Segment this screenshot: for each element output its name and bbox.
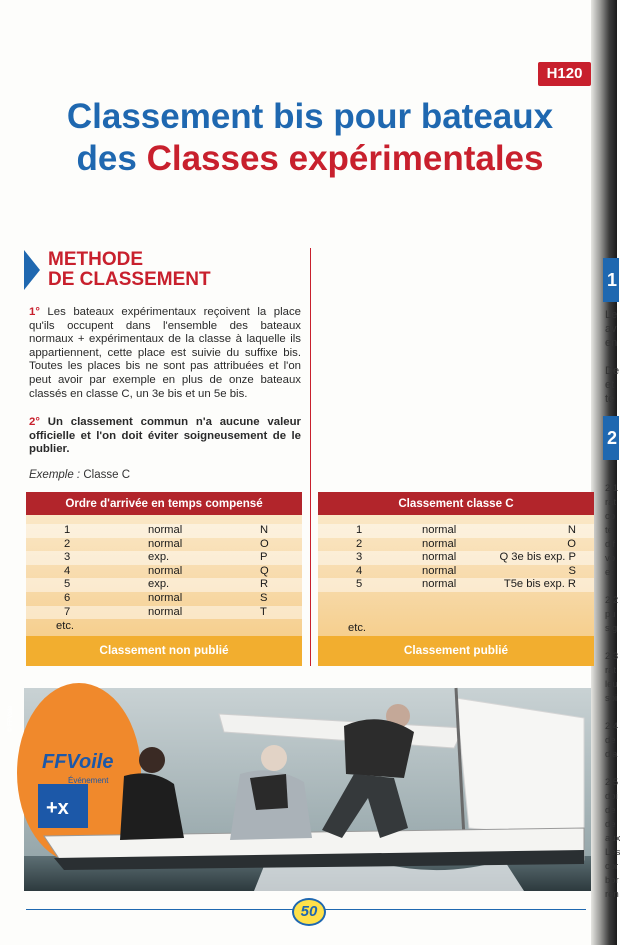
table-arrival-etc: etc. [56, 620, 75, 632]
peek-line: et [605, 379, 615, 391]
peek-line: Les [605, 847, 620, 858]
peek-line: 2.3 [605, 651, 619, 662]
table-row [26, 606, 302, 620]
peek-text-1 [605, 308, 620, 406]
type-cell: normal [422, 524, 457, 536]
peek-line: en [605, 337, 618, 349]
example-line [29, 469, 130, 481]
peek-line: cor [605, 861, 619, 872]
peek-line [605, 636, 617, 650]
peek-line: 2.1 [605, 483, 619, 494]
rank-cell: 3 [356, 551, 363, 564]
rank-cell: 4 [356, 564, 363, 577]
table-arrival-footer: Classement non publié [26, 636, 302, 666]
type-cell: normal [422, 537, 457, 550]
sail-logo-text: FFVoile [42, 751, 114, 773]
peek-line: et [605, 567, 613, 578]
table-row [26, 592, 302, 606]
section-heading-line-1: METHODE [48, 249, 143, 270]
peek-line: De [605, 365, 620, 377]
boat-cell: R [260, 578, 269, 591]
rank-cell: 2 [64, 537, 71, 550]
peek-line: rat [605, 497, 617, 508]
type-cell: normal [422, 551, 457, 564]
boat-cell: N [567, 524, 576, 536]
peek-line: ren [605, 889, 619, 900]
peek-line: rat [605, 665, 617, 676]
table-row [318, 538, 594, 552]
title-line-2-highlight: Classes expérimentales [146, 139, 544, 178]
paragraph-2-text: Un classement commun n'a aucune valeur officielle et l'on doit éviter soigneusement de le publier. [29, 416, 301, 456]
type-cell: exp. [148, 551, 170, 564]
rank-cell: 4 [64, 564, 71, 577]
table-row [318, 551, 594, 565]
table-arrival-header: Ordre d'arrivée en temps compensé [26, 492, 302, 515]
rank-cell: 5 [356, 578, 363, 591]
boat-cell: Q [260, 564, 269, 577]
type-cell: normal [422, 578, 457, 591]
table-row [26, 578, 302, 592]
boat-cell: S [568, 564, 576, 577]
type-cell: normal [148, 537, 183, 550]
page-number: 50 [292, 898, 326, 926]
peek-line: doi [605, 791, 618, 802]
peek-line: d'a [605, 749, 618, 760]
table-class-footer: Classement publié [318, 636, 594, 666]
table-class-ranking [318, 492, 594, 666]
peek-line: te [605, 525, 613, 536]
table-row [318, 565, 594, 579]
page-title [20, 96, 600, 180]
section-arrow-icon [24, 250, 40, 290]
peek-line: 2.4 [605, 721, 619, 732]
title-line-2-prefix: des [76, 139, 147, 178]
table-arrival-order [26, 492, 302, 666]
peek-line: leu [605, 679, 618, 690]
boat-cell: O [260, 537, 269, 550]
peek-line: aux [605, 833, 620, 844]
peek-line: 2.5 [605, 777, 619, 788]
table-row [26, 538, 302, 552]
peek-line: 2.2 [605, 595, 619, 606]
table-row [26, 524, 302, 538]
peek-line: av [605, 323, 617, 335]
section-code-badge: H120 [538, 62, 591, 86]
type-cell: exp. [148, 578, 170, 591]
peek-text-2 [605, 482, 620, 902]
peek-line: co [605, 511, 616, 522]
example-label: Exemple : [29, 469, 81, 481]
next-column-peek [597, 236, 620, 900]
rank-cell: 1 [64, 524, 71, 536]
sailing-photo-illustration [8, 688, 591, 891]
example-value: Classe C [83, 469, 130, 481]
type-cell: normal [148, 564, 183, 577]
peek-line: bor [605, 875, 619, 886]
boat-cell: N [260, 524, 269, 536]
rank-cell: 6 [64, 591, 71, 604]
table-row [318, 524, 594, 538]
title-line-2 [20, 138, 600, 180]
table-arrival-rows [26, 524, 302, 619]
table-row [318, 578, 594, 592]
boat-cell: T [260, 605, 267, 618]
peek-line: de [605, 805, 616, 816]
boat-cell: Q 3e bis exp. P [499, 551, 576, 564]
peek-line: vo [605, 553, 616, 564]
peek-line: dé [605, 819, 616, 830]
peek-line: te [605, 393, 615, 405]
boat-cell: P [260, 551, 268, 564]
photo-credit: © FFVoile [8, 705, 14, 732]
rank-cell: 5 [64, 578, 71, 591]
title-line-1: Classement bis pour bateaux [66, 97, 554, 136]
peek-line: soi [605, 693, 618, 704]
paragraph-2-number: 2° [29, 416, 40, 428]
table-class-rows [318, 524, 594, 592]
type-cell: normal [148, 605, 183, 618]
peek-line [605, 580, 617, 594]
section-number-box-2: 2 [603, 416, 619, 460]
peek-line: sig [605, 623, 618, 634]
boat-cell: S [260, 591, 268, 604]
paragraph-1-number: 1° [29, 306, 40, 318]
rank-cell: 2 [356, 537, 363, 550]
svg-text:+x: +x [46, 797, 69, 819]
type-cell: normal [148, 524, 183, 536]
rank-cell: 1 [356, 524, 363, 536]
column-divider [310, 248, 311, 666]
peek-line: dif [605, 539, 616, 550]
rank-cell: 3 [64, 551, 71, 564]
rank-cell: 7 [64, 605, 71, 618]
paragraph-2 [29, 416, 301, 457]
table-class-header: Classement classe C [318, 492, 594, 515]
peek-line: pu [605, 609, 616, 620]
paragraph-1 [29, 306, 301, 401]
boat-cell: T5e bis exp. R [503, 578, 576, 591]
table-row [26, 565, 302, 579]
peek-line [605, 762, 617, 776]
sailing-photo [8, 688, 591, 891]
table-row [26, 551, 302, 565]
peek-line: de [605, 735, 616, 746]
type-cell: normal [148, 591, 183, 604]
peek-line: Le [605, 309, 618, 321]
peek-line [605, 706, 617, 720]
section-heading [24, 250, 314, 290]
section-number-box-1: 1 [603, 258, 619, 302]
section-heading-line-2: DE CLASSEMENT [48, 269, 211, 290]
type-cell: normal [422, 564, 457, 577]
paragraph-1-text: Les bateaux expérimentaux reçoivent la place qu'ils occupent dans l'ensemble des bateaux normaux + expérimentaux de la classe à laquelle ils appartiennent, cette place est suivie du suffixe bis. Toutes les places bis ne sont pas attribuées et l'on peut avoir par exemple en plus de onze bateaux classés en classe C, un 3e bis et un 5e bis. [29, 306, 301, 400]
boat-cell: O [567, 537, 576, 550]
sail-logo-subtext: Événement [68, 776, 109, 785]
peek-line [605, 350, 617, 364]
table-class-etc: etc. [348, 622, 367, 634]
